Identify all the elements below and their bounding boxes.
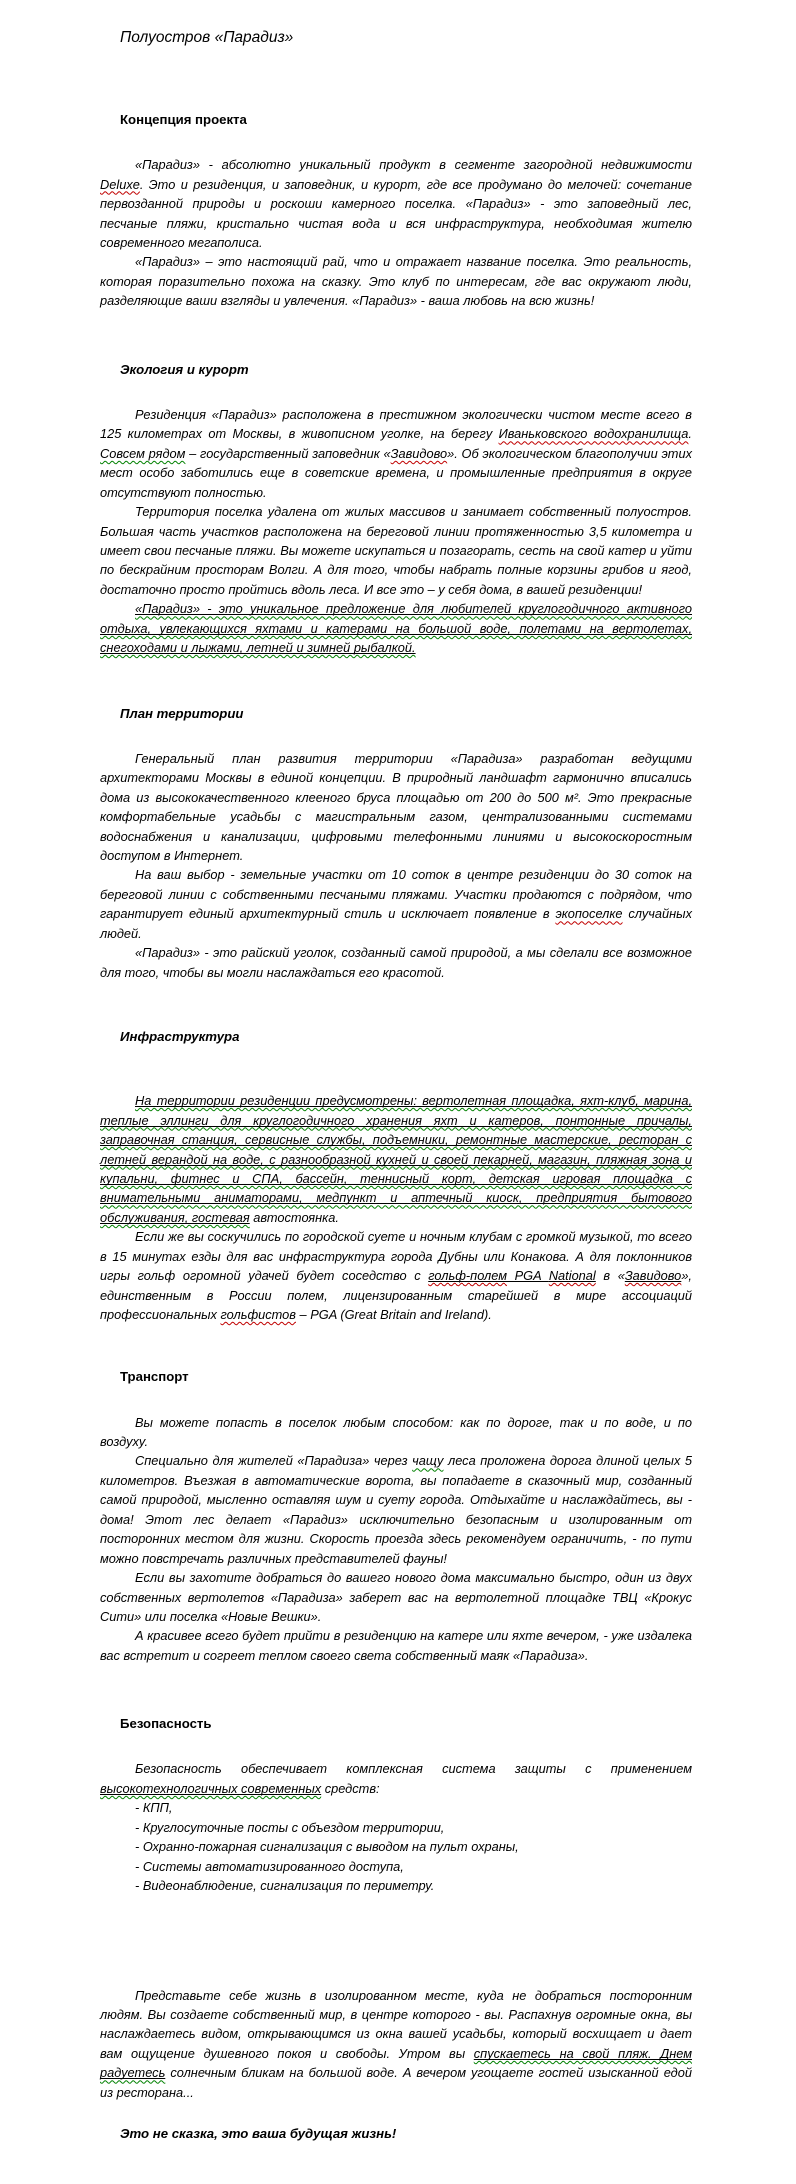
text-run: А красивее всего будет прийти в резиденцию на катере или яхте вечером, - уже издалека вас встретит и согреет теплом своего света собственный маяк «Парадиза». xyxy=(100,1628,692,1663)
list-item xyxy=(100,1837,692,1856)
text-run: - Видеонаблюдение, сигнализация по периметру. xyxy=(135,1878,435,1894)
paragraph xyxy=(100,502,692,599)
text-run: ». Об экологическом благополучии этих мест особо заботились еще в советские времена, и промышленные предприятия в округе отсутствуют полностью. xyxy=(100,445,692,500)
paragraph xyxy=(100,155,692,252)
text-run: Завидово xyxy=(390,445,448,461)
text-run: . Это и резиденция, и заповедник, и курорт, где все продумано до мелочей: сочетание первозданной природы и роскоши камерного поселка. «Парадиз» - это заповедный лес, песчаные пляжи, кристально чистая вода и вся инфраструктура, необходимая жителю современного мегаполиса. xyxy=(100,176,692,251)
underlined-text xyxy=(428,1268,507,1283)
underlined-text xyxy=(100,601,692,655)
underlined-text xyxy=(507,1268,549,1283)
paragraph xyxy=(100,1759,692,1798)
section-heading: План территории xyxy=(120,705,244,721)
text-run: высокотехнологичных современных xyxy=(100,1780,322,1796)
section-heading: Транспорт xyxy=(120,1369,189,1385)
text-run: Совсем рядом xyxy=(100,445,186,461)
section-heading: Безопасность xyxy=(120,1716,212,1732)
text-run: в « xyxy=(595,1268,625,1284)
text-run: », единственным в России полем, лицензированным старейшей в мире ассоциаций профессиональных xyxy=(100,1268,692,1323)
text-run: Представьте себе жизнь в изолированном месте, куда не добраться посторонним людям. Вы создаете собственный мир, в центре которого - вы. Распахнув огромные окна, вы наслаждаетесь видом, открывающимся из окна вашей усадьбы, который восхищает и дает вам ощущение душевного покоя и свободы. Утром вы xyxy=(100,1987,692,2061)
paragraph xyxy=(100,943,692,982)
section-concept xyxy=(100,111,692,311)
list-item xyxy=(100,1818,692,1837)
paragraph xyxy=(100,1227,692,1324)
text-run: Deluxe xyxy=(100,176,140,192)
text-run: гольф-полем xyxy=(428,1268,507,1284)
text-run: солнечным бликам на большой воде. А вечером угощаете гостей изысканной едой из ресторана... xyxy=(100,2065,692,2100)
paragraph xyxy=(100,1091,692,1227)
text-run: Территория поселка удалена от жилых массивов и занимает собственный полуостров. Большая часть участков расположена на береговой линии протяженностью 3,5 километра и имеет свои песчаные пляжи. Вы можете искупаться и позагорать, сесть на свой катер и уйти по бескрайним просторам Волги. А для того, чтобы набрать полные корзины грибов и ягод, достаточно просто пройтись вдоль леса. И все это – у себя дома, в вашей резиденции! xyxy=(100,504,692,597)
list-item xyxy=(100,1876,692,1895)
section-security xyxy=(100,1715,692,1895)
text-run: «Парадиз» - абсолютно уникальный продукт в сегменте загородной недвижимости xyxy=(135,157,692,173)
text-run: «Парадиз» - это уникальное предложение для любителей круглогодичного активного отдыха, увлекающихся яхтами и катерами на большой воде, полетами на вертолетах, снегоходами и лыжами, летней и зимней рыбалкой. xyxy=(100,601,692,656)
paragraph xyxy=(100,1986,692,2103)
text-run: спускаетесь на свой пляж. Днем радуетесь xyxy=(100,2045,692,2081)
section-heading: Концепция проекта xyxy=(120,112,247,128)
text-run: – PGA (Great Britain and Ireland). xyxy=(295,1307,492,1323)
text-run: . xyxy=(688,426,692,442)
text-run: Безопасность обеспечивает комплексная система защиты с применением xyxy=(135,1761,692,1777)
text-run: Завидово xyxy=(624,1268,682,1284)
paragraph xyxy=(100,1626,692,1665)
text-run: Иваньковского водохранилища xyxy=(498,426,689,442)
list-item xyxy=(100,1798,692,1817)
text-run: Если вы захотите добраться до вашего нового дома максимально быстро, один из двух собственных вертолетов «Парадиза» заберет вас на вертолетной площадке ТВЦ «Крокус Сити» или поселка «Новые Вешки». xyxy=(100,1570,692,1624)
text-run: средств: xyxy=(321,1780,380,1796)
section-heading: Инфраструктура xyxy=(120,1029,240,1045)
section-closing xyxy=(100,1986,692,2145)
text-run: автостоянка. xyxy=(249,1209,339,1225)
text-run: «Парадиз» - это райский уголок, созданный самой природой, а мы сделали все возможное для того, чтобы вы могли наслаждаться его красотой. xyxy=(100,945,692,980)
text-run: леса проложена дорога длиной целых 5 километров. Въезжая в автоматические ворота, вы попадаете в сказочный мир, созданный самой природой, мысленно оставляя шум и суету города. Отдыхайте и наслаждайтесь, вы - дома! Этот лес делает «Парадиз» исключительно безопасным и изолированным от посторонних местом для жизни. Скорость проезда здесь рекомендуем ограничить, - по пути можно повстречать различных представителей фауны! xyxy=(100,1453,692,1566)
text-run: Это не сказка, это ваша будущая жизнь! xyxy=(120,2126,397,2142)
paragraph xyxy=(100,599,692,657)
text-run: National xyxy=(548,1268,596,1284)
paragraph xyxy=(100,749,692,866)
list-item xyxy=(100,1857,692,1876)
text-run: - Охранно-пожарная сигнализация с выводом на пульт охраны, xyxy=(135,1839,519,1855)
text-run: «Парадиз» – это настоящий рай, что и отражает название поселка. Это реальность, которая поразительно похожа на сказку. Это клуб по интересам, где вас окружают люди, разделяющие ваши взгляды и увлечения. «Парадиз» - ваша любовь на всю жизнь! xyxy=(100,254,692,309)
paragraph xyxy=(100,1413,692,1452)
text-run: Резиденция «Парадиз» расположена в престижном экологически чистом месте всего в 125 километрах от Москвы, в живописном уголке, на берегу xyxy=(100,406,692,442)
paragraph xyxy=(100,1568,692,1626)
text-run: На территории резиденции предусмотрены: вертолетная площадка, яхт-клуб, марина, теплые эллинги для круглогодичного хранения яхт и катеров, понтонные причалы, заправочная станция, сервисные службы, подъемники, ремонтные мастерские, ресторан с летней верандой на воде, с разнообразной кухней и своей пекарней, магазин, пляжная зона и купальни, фитнес и СПА, бассейн, теннисный корт, детская игровая площадка с внимательными аниматорами, медпункт и аптечный киоск, предприятия бытового обслуживания, гостевая xyxy=(100,1093,692,1225)
section-heading: Экология и курорт xyxy=(120,361,249,377)
document-title: Полуостров «Парадиз» xyxy=(120,29,294,46)
text-run: случайных людей. xyxy=(100,906,692,941)
underlined-text xyxy=(549,1268,596,1283)
text-run: - КПП, xyxy=(135,1800,173,1816)
text-run: чащу xyxy=(412,1453,444,1469)
text-run: На ваш выбор - земельные участки от 10 соток в центре резиденции до 30 соток на береговой линии с собственными песчаными пляжами. Участки продаются с подрядом, что гарантирует единый архитектурный стиль и исключает появление в xyxy=(100,867,692,922)
paragraph xyxy=(100,1451,692,1568)
text-run: экопоселке xyxy=(555,906,623,922)
text-run: гольфистов xyxy=(220,1307,296,1323)
section-plan xyxy=(100,705,692,982)
section-infra xyxy=(100,1028,692,1324)
document-body xyxy=(100,111,692,2144)
paragraph xyxy=(100,405,692,502)
text-run: - Системы автоматизированного доступа, xyxy=(135,1858,404,1874)
text-run: – государственный заповедник « xyxy=(185,445,391,461)
paragraph xyxy=(100,865,692,943)
text-run: Вы можете попасть в поселок любым способом: как по дороге, так и по воде, и по воздуху. xyxy=(100,1414,692,1450)
text-run: Специально для жителей «Парадиза» через xyxy=(135,1453,413,1469)
section-transport xyxy=(100,1368,692,1665)
text-run: Генеральный план развития территории «Парадиза» разработан ведущими архитекторами Москвы в единой концепции. В природный ландшафт гармонично вписались дома из высококачественного клееного бруса площадью от 200 до 500 м². Это прекрасные комфортабельные усадьбы с магистральным газом, централизованными системами водоснабжения и канализации, цифровыми телефонными линиями и высокоскоростным доступом в Интернет. xyxy=(100,750,692,863)
section-ecology xyxy=(100,361,692,658)
text-run: PGA xyxy=(507,1268,549,1284)
paragraph xyxy=(100,252,692,310)
text-run: - Круглосуточные посты с объездом территории, xyxy=(135,1819,445,1835)
underlined-text xyxy=(100,1093,692,1225)
underlined-text xyxy=(100,1781,321,1796)
text-run: Если же вы соскучились по городской суете и ночным клубам с громкой музыкой, то всего в 15 минутах езды для вас инфраструктура города Дубны или Конакова. А для поклонников игры гольф огромной удачей будет соседство с xyxy=(100,1229,692,1284)
underlined-text xyxy=(625,1268,681,1283)
closing-statement xyxy=(100,2124,692,2144)
